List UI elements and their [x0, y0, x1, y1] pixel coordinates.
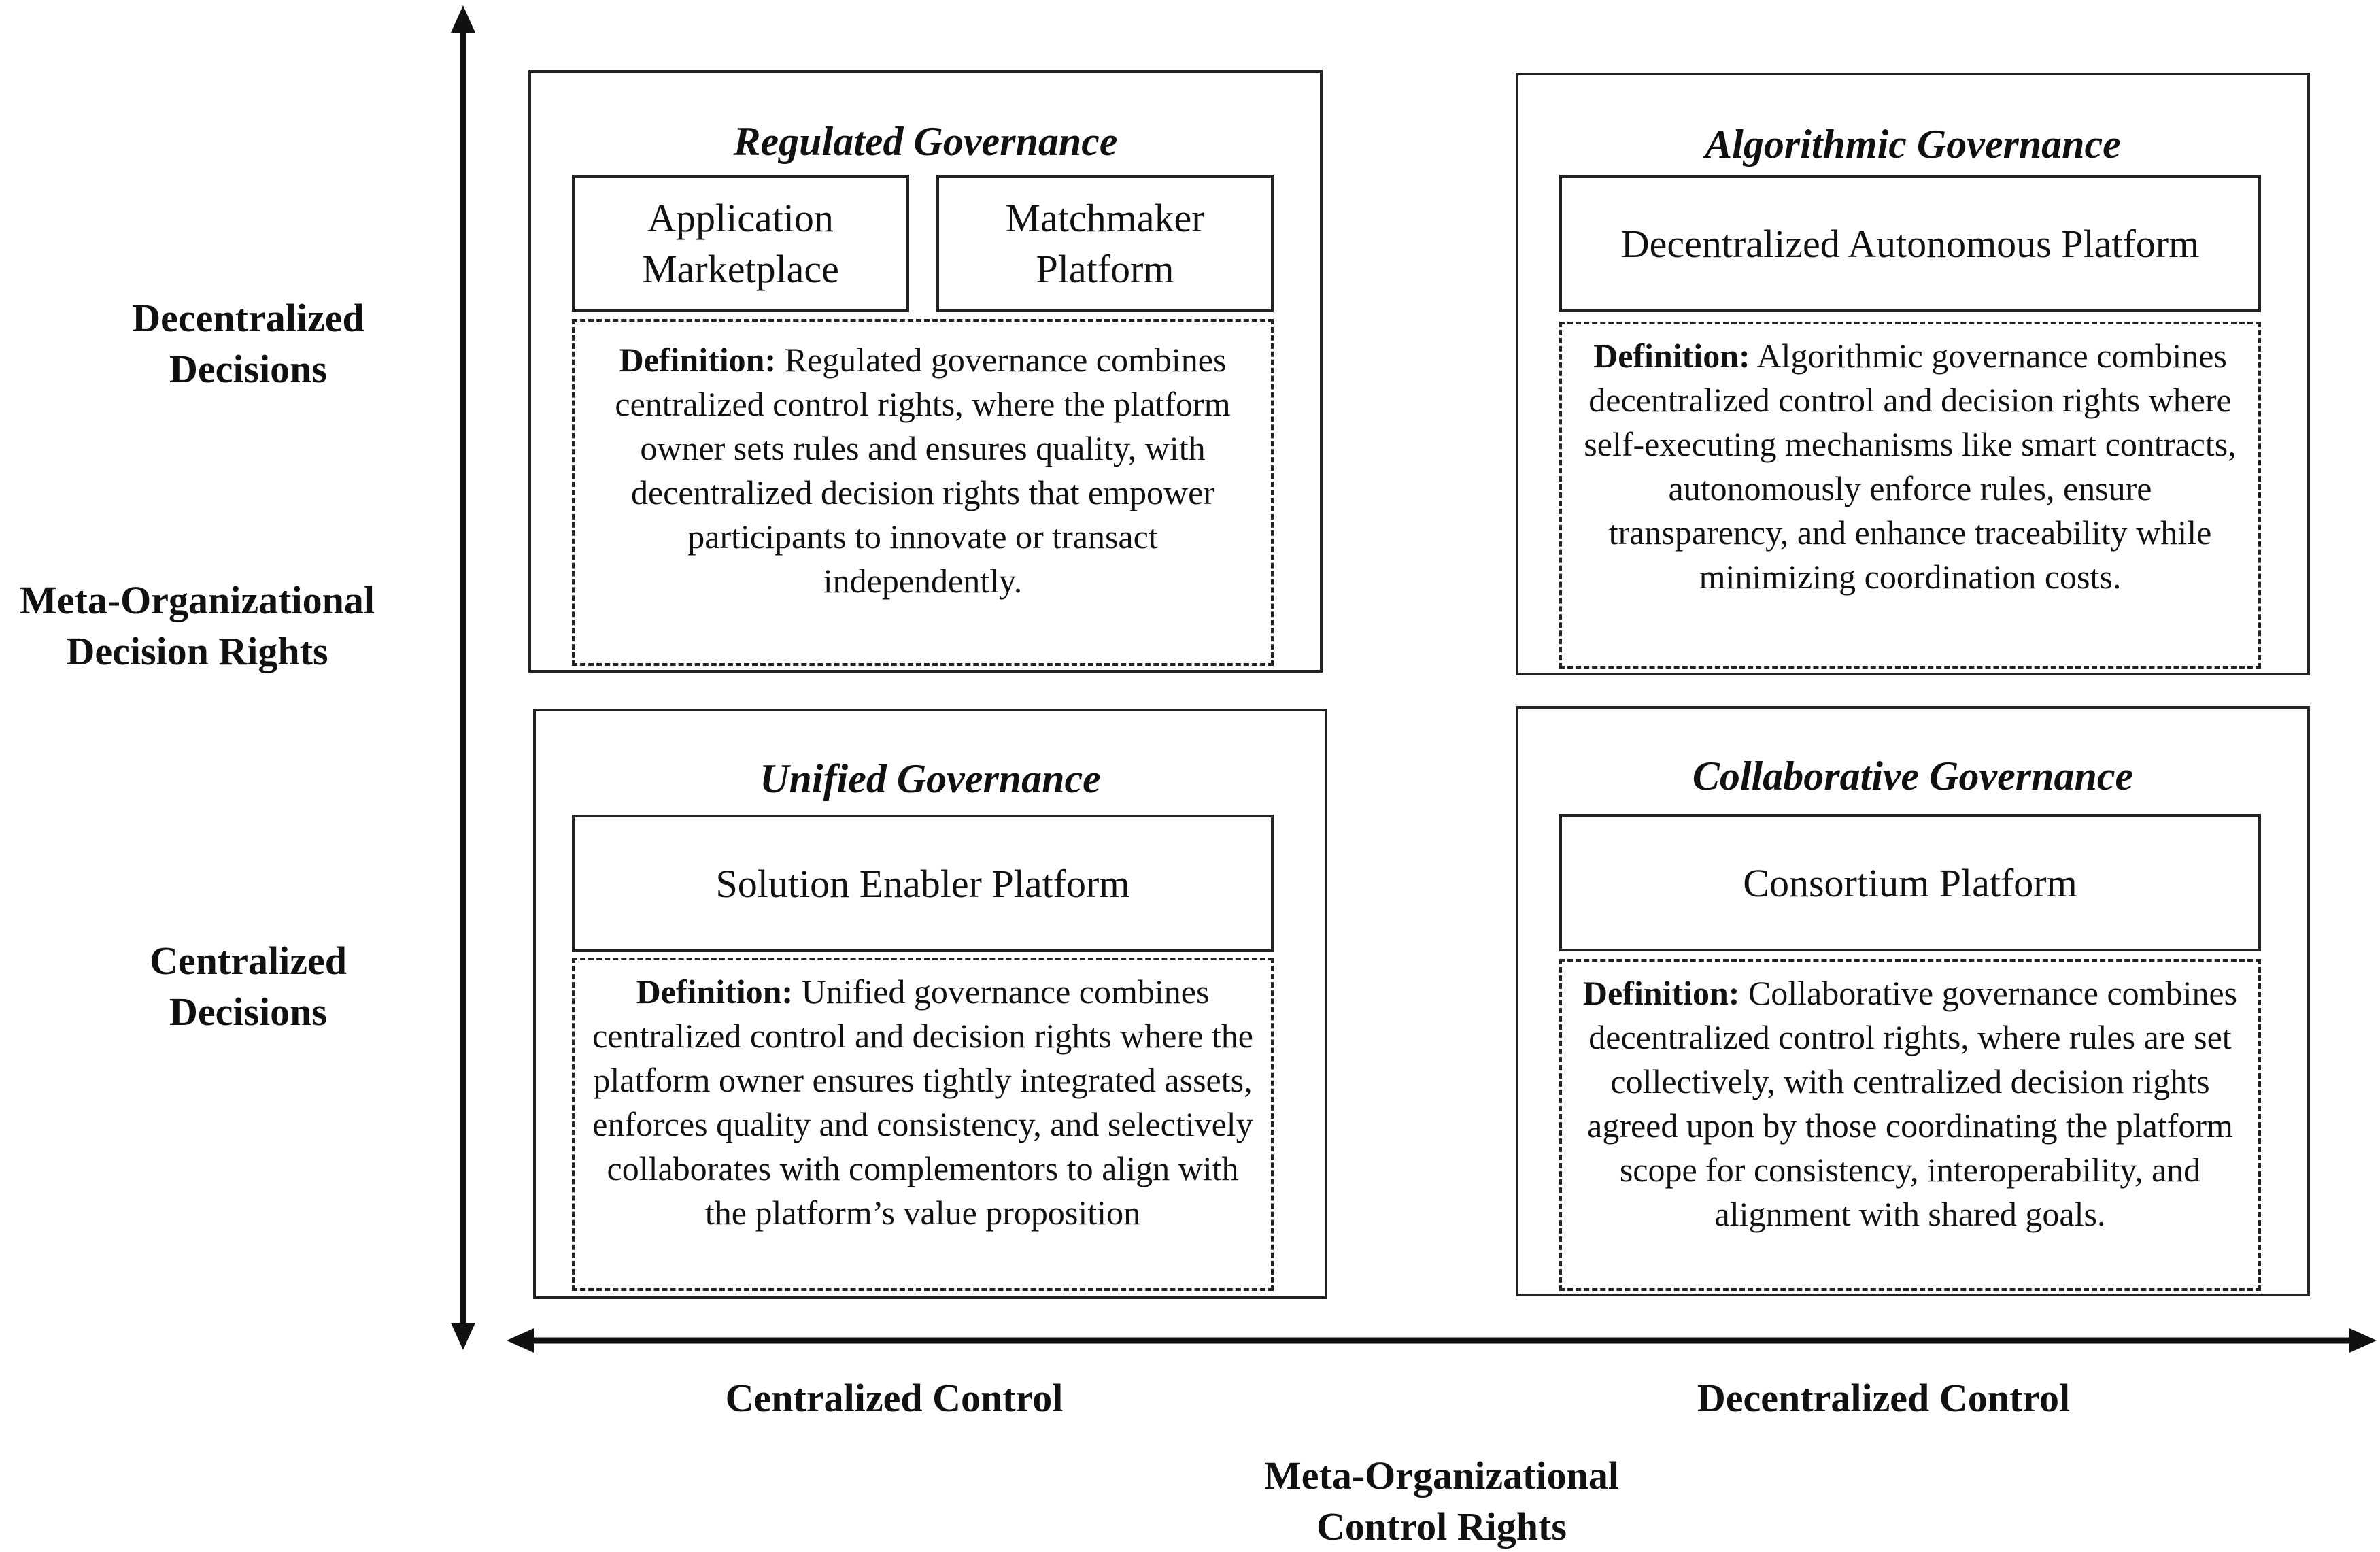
platform-box: [1559, 814, 2261, 951]
definition-label: Definition:: [1593, 337, 1750, 375]
quadrant-title: Collaborative Governance: [1692, 754, 2134, 798]
definition-text: Algorithmic governance combines decentralized control and decision rights where self-executing mechanisms like smart contracts, autonomously enforce rules, ensure transparency, and enhance traceability while minimizing coordination costs.: [1584, 337, 2237, 596]
quadrant-regulated: [528, 70, 1323, 673]
y-top-label: Decentralized Decisions: [132, 296, 364, 391]
platform-box: [936, 175, 1274, 312]
platform-label: Solution Enabler Platform: [715, 861, 1130, 906]
platform-box: [572, 175, 909, 312]
x-axis-arrow-right: [2349, 1328, 2377, 1353]
quadrant-collaborative: [1516, 706, 2310, 1296]
platform-label: Decentralized Autonomous Platform: [1620, 221, 2200, 266]
platform-box: [572, 815, 1274, 952]
platform-label: Matchmaker Platform: [1005, 196, 1205, 291]
definition-text: Collaborative governance combines decentralized control rights, where rules are set collectively, with centralized decision rights agreed upon by those coordinating the platform scope for consistency, interoperability, and alignment with shared goals.: [1587, 974, 2238, 1233]
platform-label: Application Marketplace: [642, 196, 839, 291]
x-left-label: Centralized Control: [725, 1376, 1064, 1420]
y-axis-title: Meta-Organizational Decision Rights: [20, 578, 375, 673]
platform-box: [1559, 175, 2261, 312]
x-right-label: Decentralized Control: [1697, 1376, 2071, 1420]
y-bottom-label: Centralized Decisions: [150, 939, 347, 1034]
definition-box: [572, 958, 1274, 1291]
quadrant-title: Regulated Governance: [733, 119, 1118, 164]
definition-box: [1559, 322, 2261, 669]
x-axis-arrow-left: [507, 1328, 534, 1353]
definition-text: Unified governance combines centralized control and decision rights where the platform owner ensures tightly integrated assets, enforces quality and consistency, and selectively collaborates with complementors to align with the platform’s value proposition: [592, 973, 1253, 1232]
definition-label: Definition:: [636, 973, 794, 1011]
y-axis-arrow-down: [451, 1323, 475, 1350]
y-axis-arrow-up: [451, 5, 475, 33]
x-axis-title: Meta-Organizational Control Rights: [1264, 1453, 1619, 1549]
definition-label: Definition:: [1582, 974, 1740, 1012]
quadrant-title: Unified Governance: [760, 756, 1101, 801]
definition-box: [572, 319, 1274, 666]
definition-text: Regulated governance combines centralized control rights, where the platform owner sets rules and ensures quality, with decentralized decision rights that empower participants to innovate or transact independently.: [615, 341, 1231, 600]
definition-label: Definition:: [619, 341, 777, 379]
quadrant-title: Algorithmic Governance: [1705, 122, 2121, 167]
quadrant-algorithmic: [1516, 73, 2310, 675]
quadrant-unified: [533, 709, 1327, 1299]
definition-box: [1559, 959, 2261, 1291]
platform-label: Consortium Platform: [1743, 860, 2077, 905]
